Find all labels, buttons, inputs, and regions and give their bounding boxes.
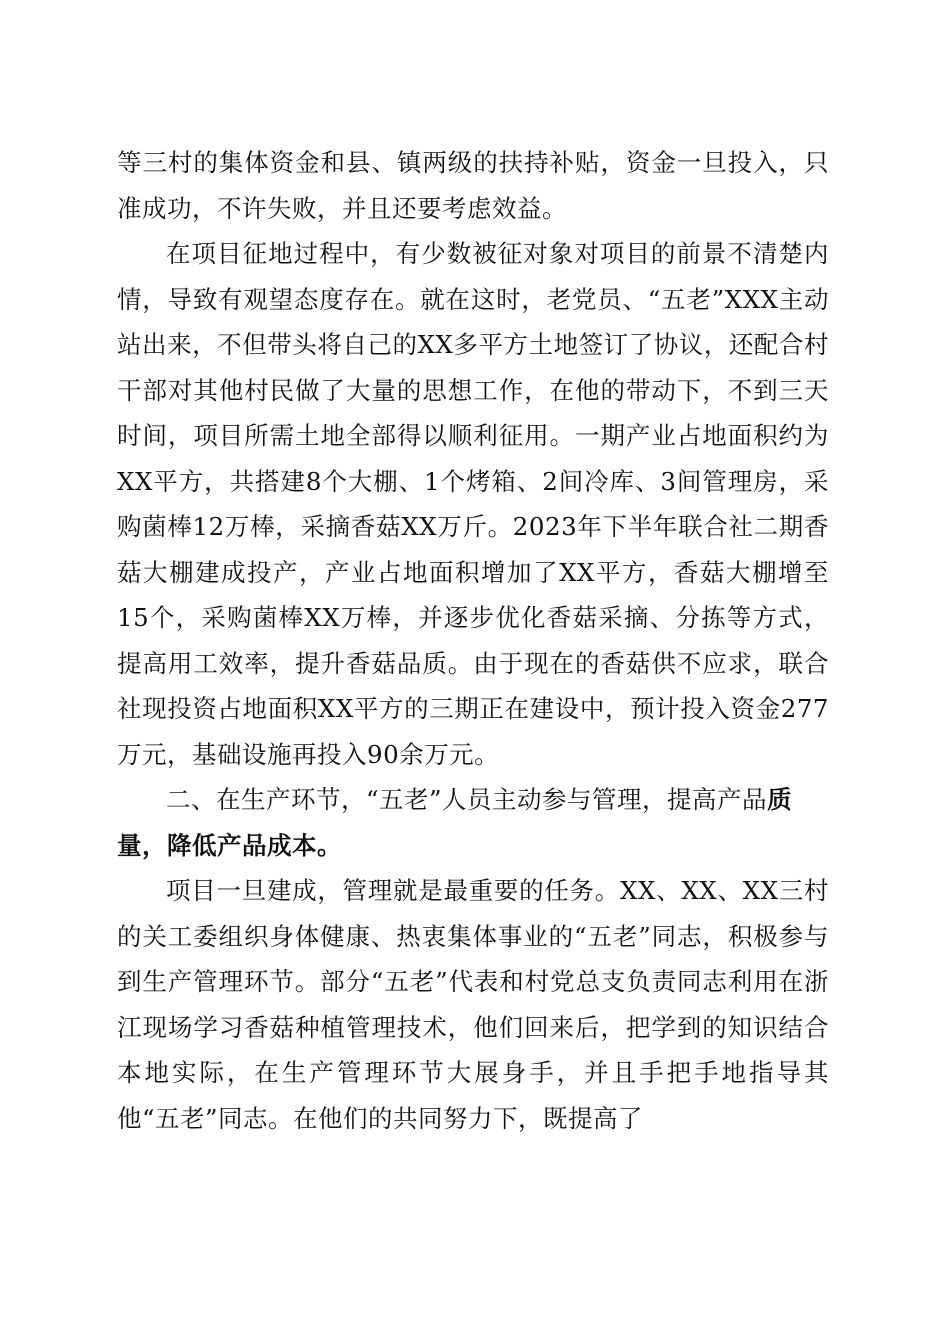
section-heading-part1: 二、在生产环节，“五老”人员主动参与管理，提高产品 [166,785,768,814]
paragraph-management: 项目一旦建成，管理就是最重要的任务。XX、XX、XX三村的关工委组织身体健康、热衷集体事业的“五老”同志，积极参与到生产管理环节。部分“五老”代表和村党总支负责同志利用在浙江现场学习香菇种植管理技术，他们回来后，把学到的知识结合本地实际，在生产管理环节大展身手，并且手把手地指导其他“五老”同志。在他们的共同努力下，既提高了 [117,876,829,1133]
section-heading [117,777,829,868]
paragraph-land-acquisition: 在项目征地过程中，有少数被征对象对项目的前景不清楚内情，导致有观望态度存在。就在这时，老党员、“五老”XXX主动站出来，不但带头将自己的XX多平方土地签订了协议，还配合村干部对其他村民做了大量的思想工作，在他的带动下，不到三天时间，项目所需土地全部得以顺利征用。一期产业占地面积约为XX平方，共搭建8个大棚、1个烤箱、2间冷库、3间管理房，采购菌棒12万棒，采摘香菇XX万斤。2023年下半年联合社二期香菇大棚建成投产，产业占地面积增加了XX平方，香菇大棚增至15个，采购菌棒XX万棒，并逐步优化香菇采摘、分拣等方式，提高用工效率，提升香菇品质。由于现在的香菇供不应求，联合社现投资占地面积XX平方的三期正在建设中，预计投入资金277万元，基础设施再投入90余万元。 [117,239,829,769]
paragraph-continuation: 等三村的集体资金和县、镇两级的扶持补贴，资金一旦投入，只准成功，不许失败，并且还要考虑效益。 [117,148,829,223]
document-page [117,140,829,1141]
section-heading-part2: 质量，降低产品成本。 [117,785,793,860]
